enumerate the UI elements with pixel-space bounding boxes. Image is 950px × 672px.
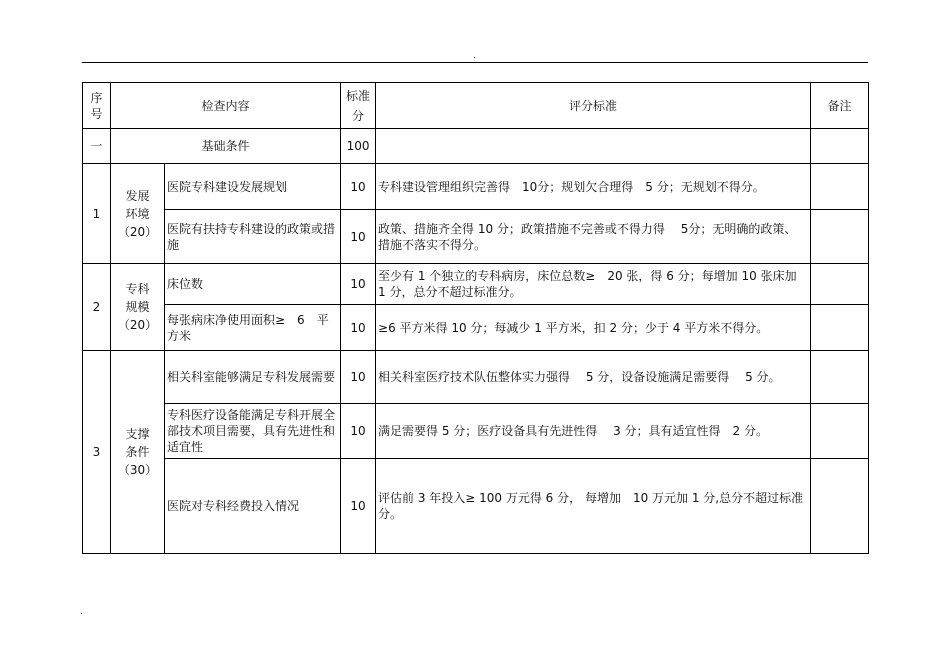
group-category: 发展 环境 （20） (111, 164, 165, 264)
item-content: 床位数 (165, 264, 341, 305)
scoring-table (82, 82, 869, 554)
header-rule (82, 62, 868, 63)
table-row (83, 351, 869, 404)
item-remark (811, 351, 869, 404)
group-seq: 3 (83, 351, 111, 554)
header-seq: 序号 (83, 83, 111, 129)
item-remark (811, 210, 869, 264)
group-category: 专科 规模 （20） (111, 264, 165, 351)
base-remark (811, 129, 869, 164)
item-score: 10 (341, 210, 376, 264)
header-content: 检查内容 (111, 83, 341, 129)
item-content: 医院有扶持专科建设的政策或措施 (165, 210, 341, 264)
base-content: 基础条件 (111, 129, 341, 164)
item-score: 10 (341, 351, 376, 404)
table-row (83, 210, 869, 264)
table-row (83, 459, 869, 554)
item-remark (811, 305, 869, 351)
table-row (83, 404, 869, 459)
header-criteria: 评分标准 (376, 83, 811, 129)
item-remark (811, 459, 869, 554)
item-criteria: 政策、措施齐全得 10 分；政策措施不完善或不得力得 5分；无明确的政策、措施不落实不得分。 (376, 210, 811, 264)
header-remark: 备注 (811, 83, 869, 129)
item-content: 医院专科建设发展规划 (165, 164, 341, 210)
base-score: 100 (341, 129, 376, 164)
group-seq: 1 (83, 164, 111, 264)
table-row (83, 264, 869, 305)
item-criteria: 至少有 1 个独立的专科病房，床位总数≥ 20 张，得 6 分；每增加 10 张床加 1 分，总分不超过标准分。 (376, 264, 811, 305)
item-criteria: 相关科室医疗技术队伍整体实力强得 5 分，设备设施满足需要得 5 分。 (376, 351, 811, 404)
group-seq: 2 (83, 264, 111, 351)
item-criteria: 满足需要得 5 分；医疗设备具有先进性得 3 分；具有适宜性得 2 分。 (376, 404, 811, 459)
table-row (83, 305, 869, 351)
base-seq: 一 (83, 129, 111, 164)
item-score: 10 (341, 404, 376, 459)
item-score: 10 (341, 459, 376, 554)
item-criteria: 评估前 3 年投入≥ 100 万元得 6 分， 每增加 10 万元加 1 分,总分不超过标准分。 (376, 459, 811, 554)
item-content: 相关科室能够满足专科发展需要 (165, 351, 341, 404)
item-content: 每张病床净使用面积≥ 6 平方米 (165, 305, 341, 351)
header-row (83, 83, 869, 129)
item-score: 10 (341, 264, 376, 305)
item-content: 医院对专科经费投入情况 (165, 459, 341, 554)
item-score: 10 (341, 164, 376, 210)
header-score: 标准 分 (341, 83, 376, 129)
group-category: 支撑 条件 （30） (111, 351, 165, 554)
item-remark (811, 404, 869, 459)
item-score: 10 (341, 305, 376, 351)
item-remark (811, 264, 869, 305)
base-criteria (376, 129, 811, 164)
page-top-mark: . (473, 51, 476, 61)
item-criteria: ≥6 平方米得 10 分；每减少 1 平方米，扣 2 分；少于 4 平方米不得分。 (376, 305, 811, 351)
table-row (83, 164, 869, 210)
base-row (83, 129, 869, 164)
item-criteria: 专科建设管理组织完善得 10分；规划欠合理得 5 分；无规划不得分。 (376, 164, 811, 210)
item-content: 专科医疗设备能满足专科开展全部技术项目需要，具有先进性和适宜性 (165, 404, 341, 459)
page-bottom-mark: . (80, 607, 83, 617)
item-remark (811, 164, 869, 210)
